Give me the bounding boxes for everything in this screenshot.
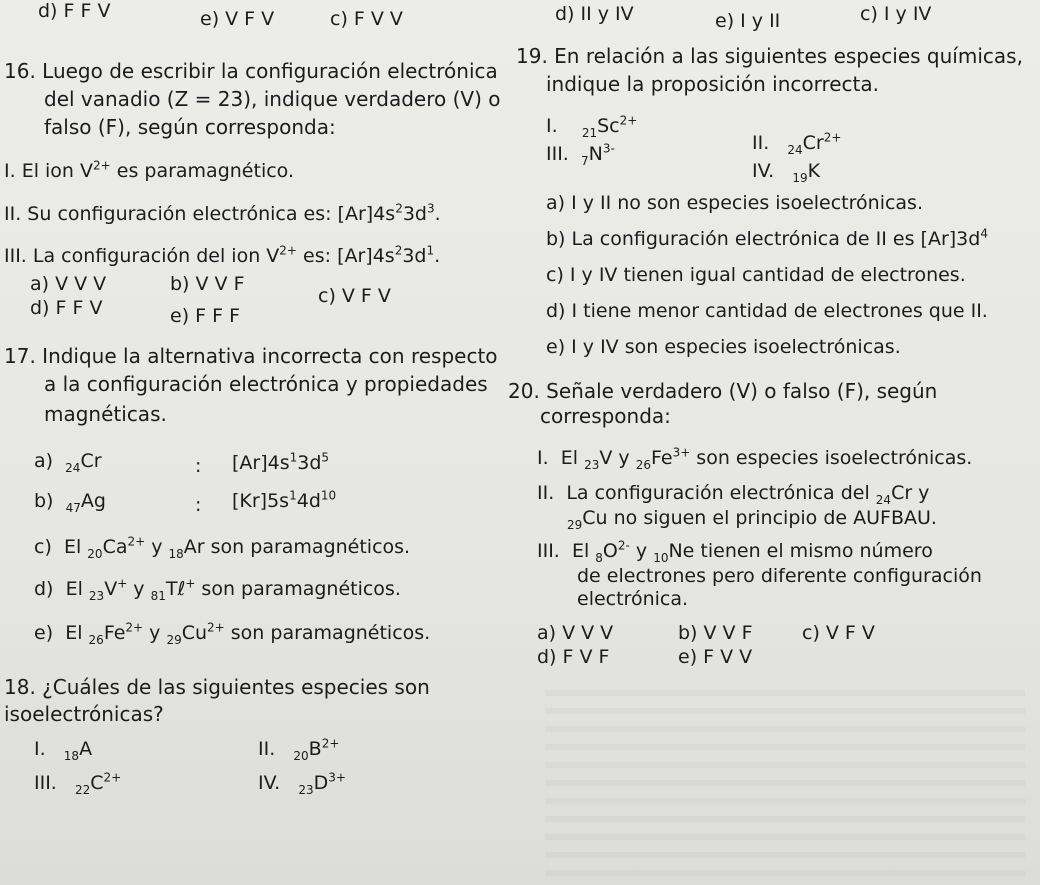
q20-i-y: y — [612, 447, 636, 469]
q20-option-a: a) V V V — [537, 622, 614, 644]
q17-e-z1: 26 — [88, 632, 104, 647]
q19-i-q: 2+ — [619, 113, 638, 128]
q20-ii-z2: 29 — [567, 517, 583, 532]
q17-e-el1: Fe — [103, 622, 126, 644]
q19-iv-el: K — [807, 160, 821, 182]
q16-ii-mid: 3d — [402, 203, 427, 225]
q20-item-ii-cont — [567, 507, 937, 532]
q17-a-s: 1 — [289, 450, 298, 465]
q16-option-a: a) V V V — [30, 273, 107, 295]
q16-i-text-b: es paramagnético. — [110, 160, 294, 182]
q17-e-post: son paramagnéticos. — [224, 622, 431, 644]
q17-a-colon: : — [195, 455, 202, 477]
q20-iii-post: tienen el mismo número — [694, 540, 933, 562]
q17-a-el: Cr — [80, 450, 102, 472]
q18-iii-z: 22 — [74, 782, 91, 797]
q17-b-s: 1 — [289, 488, 297, 503]
q18-i-el: A — [79, 738, 93, 760]
q19-b-text: b) La configuración electrónica de II es [Ar]3d — [546, 228, 981, 250]
q19-ii-q: 2+ — [823, 130, 842, 145]
q19-option-e: e) I y IV son especies isoelectrónicas. — [546, 336, 901, 358]
q20-i-z2: 26 — [635, 457, 651, 472]
q16-line-3: falso (F), según corresponda: — [44, 115, 336, 139]
q16-option-d: d) F F V — [30, 297, 103, 319]
q20-i-el2: Fe — [650, 447, 673, 469]
q17-option-c — [34, 534, 411, 561]
q17-b-colon: : — [195, 494, 202, 516]
q19-item-ii — [752, 130, 842, 157]
q17-d-z2: 81 — [150, 588, 166, 603]
q17-e-z2: 29 — [166, 632, 182, 647]
q17-b-d: 4d — [296, 490, 321, 512]
q19-iv-z: 19 — [792, 170, 808, 185]
q17-e-q1: 2+ — [125, 620, 144, 635]
q20-i-post: son especies isoelectrónicas. — [690, 447, 973, 469]
q20-item-iii — [537, 538, 933, 565]
top-option-e-right: e) I y II — [715, 10, 781, 32]
q17-d-z1: 23 — [88, 588, 105, 603]
bleed-through-texture — [545, 690, 1025, 880]
q16-item-iii — [4, 245, 440, 267]
q18-line-2: isoelectrónicas? — [4, 702, 164, 726]
q17-e-pre: El — [65, 622, 89, 644]
q17-a-d: 3d — [297, 452, 322, 474]
q17-b-label: b) — [34, 490, 54, 512]
q16-ii-label: II. — [4, 203, 22, 225]
q17-c-pre: El — [63, 536, 88, 558]
q16-item-i — [4, 160, 294, 182]
q20-option-e: e) F V V — [678, 646, 753, 668]
q19-ii-el: Cr — [802, 132, 824, 154]
q20-iii-pre: El — [571, 540, 596, 562]
q19-line-2: indique la proposición incorrecta. — [546, 72, 880, 96]
q17-d-q1: + — [117, 576, 128, 591]
q18-iv-el: D — [313, 772, 329, 794]
q16-ii-d: 3 — [426, 201, 435, 216]
q20-item-i — [537, 445, 973, 472]
q20-i-pre: El — [560, 447, 585, 469]
q18-i-label: I. — [34, 738, 46, 760]
q20-ii-y: y — [912, 482, 930, 504]
q20-i-el1: V — [599, 447, 613, 469]
q17-d-el1: V — [104, 578, 118, 600]
q18-item-i — [34, 738, 93, 763]
q16-option-e: e) F F F — [170, 305, 241, 327]
q16-item-ii — [4, 203, 441, 225]
q16-iii-d-text: 3d — [402, 245, 427, 267]
q18-item-iii — [34, 770, 122, 797]
q17-b-config — [232, 490, 336, 512]
q20-ii-post: no siguen el principio de AUFBAU. — [607, 507, 937, 529]
q16-ii-text: Su configuración electrónica es: [Ar]4s — [27, 203, 396, 225]
q17-d-label: d) — [34, 578, 54, 600]
q20-ii-z1: 24 — [875, 492, 892, 507]
q19-item-i — [546, 113, 638, 140]
q19-item-iii — [546, 141, 615, 168]
q20-i-label: I. — [537, 447, 549, 469]
q17-line-3: magnéticas. — [44, 402, 167, 426]
q17-c-q1: 2+ — [127, 534, 146, 549]
q20-iii-z1: 8 — [595, 550, 603, 565]
q20-line-2: corresponda: — [540, 404, 671, 428]
q17-c-label: c) — [34, 536, 52, 558]
q18-iv-z: 23 — [298, 782, 314, 797]
q17-c-post: son paramagnéticos. — [204, 536, 411, 558]
q20-iii-line-2: de electrones pero diferente configuración — [577, 565, 982, 587]
q16-i-text-a: El ion V — [21, 160, 94, 182]
q20-ii-label: II. — [537, 482, 555, 504]
q18-iii-q: 2+ — [103, 770, 122, 785]
q17-c-el2: Ar — [183, 536, 205, 558]
q20-ii-el2: Cu — [582, 507, 608, 529]
q19-iii-el: N — [588, 143, 603, 165]
q20-iii-z2: 10 — [653, 550, 669, 565]
q16-ii-s: 2 — [395, 201, 403, 216]
q19-option-c: c) I y IV tienen igual cantidad de electrones. — [546, 264, 966, 286]
q16-iii-sup: 2+ — [279, 243, 297, 258]
q17-a-label: a) — [34, 450, 54, 472]
q18-ii-el: B — [308, 738, 322, 760]
q20-option-c: c) V F V — [802, 622, 875, 644]
q18-ii-label: II. — [258, 738, 276, 760]
q18-ii-z: 20 — [293, 748, 309, 763]
q19-option-b — [546, 228, 988, 250]
q16-iii-s: 2 — [394, 243, 403, 258]
q17-d-el2: Tℓ — [165, 578, 186, 600]
q16-ii-end: . — [434, 203, 441, 225]
q16-line-2: del vanadio (Z = 23), indique verdadero (V) o — [44, 87, 501, 111]
q19-ii-z: 24 — [787, 142, 803, 157]
q18-iv-q: 3+ — [328, 770, 346, 785]
q17-e-label: e) — [34, 622, 54, 644]
q17-c-y: y — [145, 536, 169, 558]
q16-option-b: b) V V F — [170, 273, 245, 295]
q20-line-1: 20. Señale verdadero (V) o falso (F), según — [508, 379, 938, 403]
q17-line-1: 17. Indique la alternativa incorrecta con respecto — [4, 344, 498, 368]
q19-iii-label: III. — [546, 143, 569, 165]
q17-option-d — [34, 576, 401, 603]
q18-iv-label: IV. — [258, 772, 281, 794]
q20-iii-y: y — [629, 540, 654, 562]
q19-iii-z: 7 — [580, 153, 589, 168]
q17-option-b — [34, 490, 106, 515]
q16-option-c: c) V F V — [318, 285, 391, 307]
q18-i-z: 18 — [63, 748, 80, 763]
q16-i-sup: 2+ — [93, 158, 111, 173]
q18-item-ii — [258, 736, 340, 763]
top-option-e: e) V F V — [200, 8, 275, 30]
q17-e-q2: 2+ — [207, 620, 225, 635]
q20-iii-label: III. — [537, 540, 560, 562]
top-option-d-right: d) II y IV — [555, 3, 634, 25]
q19-iv-label: IV. — [752, 160, 775, 182]
q20-iii-line-3: electrónica. — [577, 588, 689, 610]
q17-a-config — [232, 452, 329, 474]
q16-iii-text: La configuración del ion V — [32, 245, 280, 267]
q20-i-q2: 3+ — [672, 445, 691, 460]
q16-line-1: 16. Luego de escribir la configuración electrónica — [4, 59, 498, 83]
q20-i-z1: 23 — [584, 457, 600, 472]
q17-b-dn: 10 — [320, 488, 337, 503]
q19-i-z: 21 — [581, 125, 598, 140]
q20-item-ii — [537, 482, 930, 507]
q17-a-cfg: [Ar]4s — [232, 452, 290, 474]
q18-line-1: 18. ¿Cuáles de las siguientes especies son — [4, 675, 430, 699]
q19-i-el: Sc — [597, 115, 620, 137]
q20-ii-el1: Cr — [891, 482, 913, 504]
top-option-c-right: c) I y IV — [860, 3, 932, 25]
q17-c-el1: Ca — [102, 536, 128, 558]
q20-iii-el1: O — [602, 540, 618, 562]
q17-e-y: y — [143, 622, 167, 644]
q19-ii-label: II. — [752, 132, 770, 154]
q19-iii-q: 3- — [602, 141, 615, 156]
q16-i-label: I. — [4, 160, 16, 182]
q17-option-a — [34, 450, 102, 475]
q17-d-pre: El — [65, 578, 89, 600]
top-option-d: d) F F V — [38, 0, 111, 22]
q17-b-el: Ag — [80, 490, 106, 512]
q17-b-z: 47 — [65, 500, 81, 515]
q19-item-iv — [752, 160, 821, 185]
q19-option-a: a) I y II no son especies isoelectrónicas. — [546, 192, 923, 214]
q18-ii-q: 2+ — [321, 736, 340, 751]
q17-a-z: 24 — [65, 460, 81, 475]
q19-b-sup: 4 — [980, 226, 988, 241]
q16-iii-d: 1 — [426, 243, 435, 258]
q18-iii-el: C — [90, 772, 104, 794]
q16-iii-label: III. — [4, 245, 27, 267]
q20-option-b: b) V V F — [678, 622, 753, 644]
q20-iii-q1: 2- — [617, 538, 630, 553]
q17-d-q2: + — [185, 576, 196, 591]
q16-iii-mid: es: [Ar]4s — [297, 245, 395, 267]
q17-line-2: a la configuración electrónica y propiedades — [44, 372, 488, 396]
q17-b-cfg: [Kr]5s — [232, 490, 290, 512]
q19-option-d: d) I tiene menor cantidad de electrones que II. — [546, 300, 988, 322]
q17-a-dn: 5 — [321, 450, 330, 465]
q17-c-z1: 20 — [87, 546, 103, 561]
q16-iii-end: . — [434, 245, 441, 267]
q18-iii-label: III. — [34, 772, 57, 794]
q17-e-el2: Cu — [181, 622, 208, 644]
q19-line-1: 19. En relación a las siguientes especies químicas, — [516, 44, 1023, 68]
q20-iii-el2: Ne — [668, 540, 695, 562]
q20-option-d: d) F V F — [537, 646, 610, 668]
q17-c-z2: 18 — [168, 546, 184, 561]
q20-ii-a: La configuración electrónica del — [566, 482, 876, 504]
q17-d-post: son paramagnéticos. — [195, 578, 401, 600]
q17-option-e — [34, 620, 431, 647]
q19-i-label: I. — [546, 115, 558, 137]
q17-d-y: y — [127, 578, 151, 600]
top-option-c: c) F V V — [330, 8, 403, 30]
q18-item-iv — [258, 770, 346, 797]
